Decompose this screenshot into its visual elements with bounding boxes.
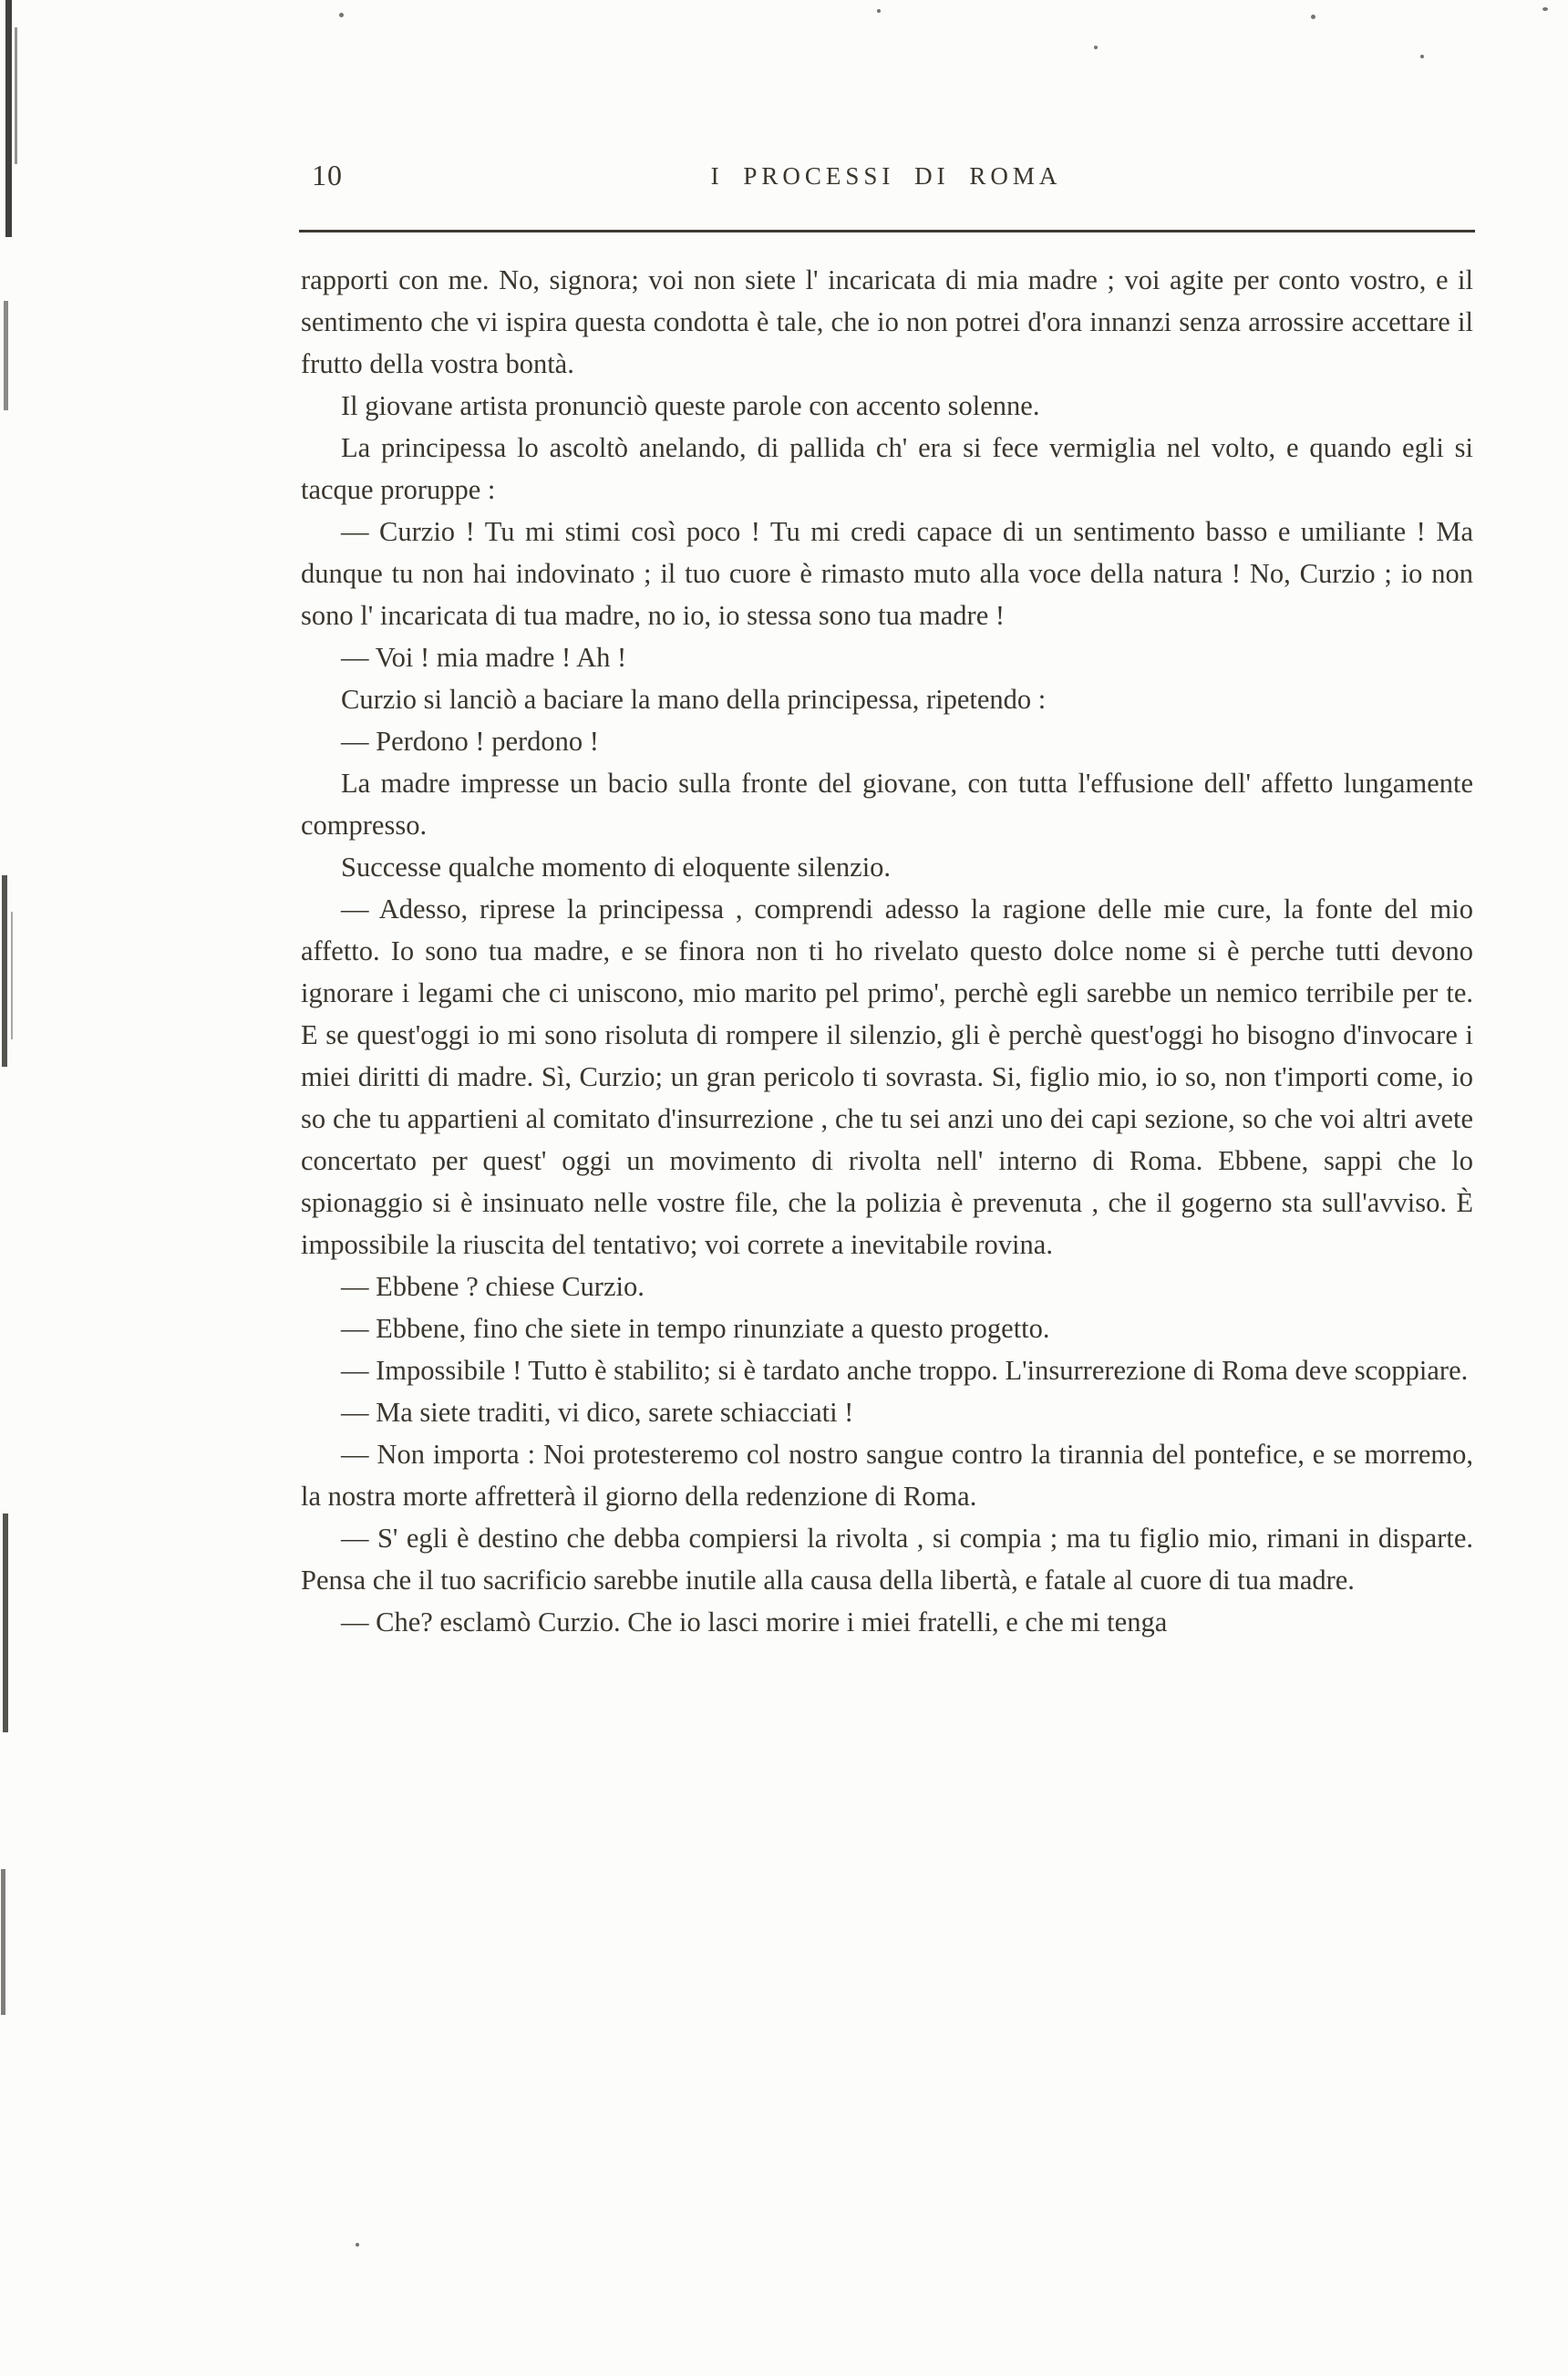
binding-artifact bbox=[1, 1869, 5, 2015]
paragraph: Curzio si lanciò a baciare la mano della principessa, ripetendo : bbox=[341, 684, 1047, 715]
paragraph: — Non importa : Noi protesteremo col nostro sangue contro la tirannia del pontefice, e se morremo, la nostra morte affretterà il giorno della redenzione di Roma. bbox=[301, 1439, 1473, 1512]
paragraph: — S' egli è destino che debba compiersi la rivolta , si compia ; ma tu figlio mio, rimani in disparte. Pensa che il tuo sacrificio sarebbe inutile alla causa della libertà, e fatale al cuore di tua madre. bbox=[301, 1523, 1473, 1596]
paragraph: La madre impresse un bacio sulla fronte del giovane, con tutta l'effusione dell' affetto lungamente compresso. bbox=[301, 768, 1473, 841]
paragraph: — Perdono ! perdono ! bbox=[341, 726, 599, 757]
binding-artifact bbox=[11, 912, 13, 1039]
binding-artifact bbox=[15, 27, 17, 164]
binding-artifact bbox=[3, 1513, 8, 1732]
paragraph: — Adesso, riprese la principessa , comprendi adesso la ragione delle mie cure, la fonte del mio affetto. Io sono tua madre, e se finora non ti ho rivelato questo dolce nome si è perche tutti devono ignorare i legami che ci uniscono, mio marito pel primo', perchè egli sarebbe un nemico terribile per te. E se quest'oggi io mi sono risoluta di rompere il silenzio, gli è perchè quest'oggi ho bisogno d'invocare i miei diritti di madre. Sì, Curzio; un gran pericolo ti sovrasta. Si, figlio mio, io so, non t'importi come, io so che tu appartieni al comitato d'insurrezione , che tu sei anzi uno dei capi sezione, so che voi altri avete concertato per quest' oggi un movimento di rivolta nell' interno di Roma. Ebbene, sappi che lo spionaggio si è insinuato nelle vostre file, che la polizia è prevenuta , che il gogerno sta sull'avviso. È impossibile la riuscita del tentativo; voi correte a inevitabile rovina. bbox=[301, 894, 1473, 1260]
paragraph: — Curzio ! Tu mi stimi così poco ! Tu mi credi capace di un sentimento basso e umiliante ! Ma dunque tu non hai indovinato ; il tuo cuore è rimasto muto alla voce della natura ! No, Curzio ; io non sono l' incaricata di tua madre, no io, io stessa sono tua madre ! bbox=[301, 516, 1473, 631]
scan-speck bbox=[1420, 55, 1424, 58]
running-title: I PROCESSI DI ROMA bbox=[710, 162, 1062, 190]
paragraph: Successe qualche momento di eloquente silenzio. bbox=[341, 852, 892, 883]
paragraph: — Impossibile ! Tutto è stabilito; si è tardato anche troppo. L'insurrerezione di Roma deve scoppiare. bbox=[341, 1355, 1469, 1386]
paragraph: — Ma siete traditi, vi dico, sarete schiacciati ! bbox=[341, 1397, 854, 1428]
paragraph: — Che? esclamò Curzio. Che io lasci morire i miei fratelli, e che mi tenga bbox=[341, 1606, 1168, 1637]
header-divider-rule bbox=[299, 230, 1475, 232]
body-text bbox=[301, 259, 1473, 1643]
paragraph: — Ebbene ? chiese Curzio. bbox=[341, 1271, 645, 1302]
binding-artifact bbox=[2, 875, 7, 1067]
binding-artifact bbox=[4, 301, 8, 410]
paragraph: — Ebbene, fino che siete in tempo rinunziate a questo progetto. bbox=[341, 1313, 1050, 1344]
scan-speck bbox=[1094, 46, 1098, 49]
scan-speck bbox=[339, 13, 344, 17]
scan-speck bbox=[356, 2243, 359, 2247]
scan-speck bbox=[1311, 15, 1315, 19]
scan-speck bbox=[1542, 7, 1548, 11]
paragraph: rapporti con me. No, signora; voi non siete l' incaricata di mia madre ; voi agite per conto vostro, e il sentimento che vi ispira questa condotta è tale, che io non potrei d'ora innanzi senza arrossire accettare il frutto della vostra bontà. bbox=[301, 264, 1473, 379]
scan-speck bbox=[877, 9, 881, 13]
page-number: 10 bbox=[312, 159, 343, 191]
page-header bbox=[299, 153, 1473, 208]
binding-artifact bbox=[5, 0, 12, 237]
paragraph: — Voi ! mia madre ! Ah ! bbox=[341, 642, 627, 673]
paragraph: La principessa lo ascoltò anelando, di pallida ch' era si fece vermiglia nel volto, e quando egli si tacque proruppe : bbox=[301, 432, 1473, 505]
paragraph: Il giovane artista pronunciò queste parole con accento solenne. bbox=[341, 390, 1040, 421]
